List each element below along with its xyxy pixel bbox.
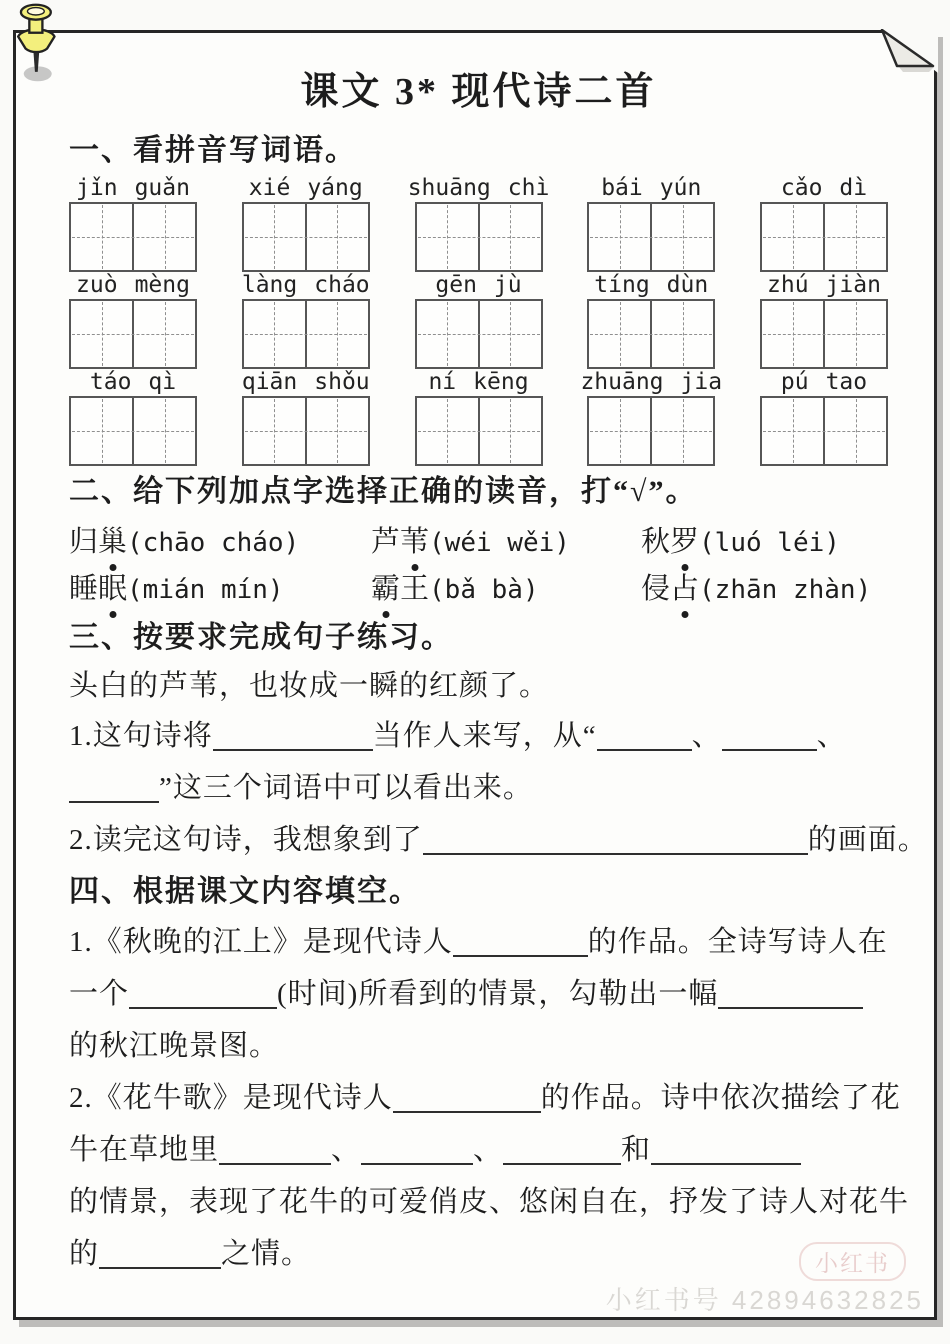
pinyin-writing-group — [69, 175, 197, 272]
pinyin-label: jǐn guǎn — [76, 175, 190, 201]
writing-cell[interactable] — [134, 398, 195, 464]
question-line: 1.《秋晚的江上》是现代诗人 的作品。全诗写诗人在 — [69, 926, 888, 958]
writing-cell[interactable] — [762, 204, 825, 270]
pinyin-options[interactable]: (bǎ bà) — [429, 575, 539, 605]
pinyin-label: cǎo dì — [780, 175, 868, 201]
pinyin-label: zhú jiàn — [767, 272, 881, 298]
answer-blank[interactable] — [722, 741, 817, 751]
writing-grid[interactable] — [69, 202, 197, 272]
answer-blank[interactable] — [219, 1155, 331, 1165]
writing-grid[interactable] — [415, 396, 543, 466]
pinyin-writing-group — [760, 272, 888, 369]
pinyin-options[interactable]: (wéi wěi) — [429, 528, 570, 558]
writing-grid[interactable] — [760, 202, 888, 272]
question-line: 一个 (时间)所看到的情景，勾勒出一幅 — [69, 968, 888, 1020]
section-3-heading: 三、按要求完成句子练习。 — [69, 621, 453, 654]
answer-blank[interactable] — [69, 793, 159, 803]
writing-grid[interactable] — [415, 299, 543, 369]
worksheet-page — [13, 30, 937, 1320]
pinyin-label: zuò mèng — [76, 272, 190, 298]
writing-cell[interactable] — [307, 301, 368, 367]
dotted-character: 罗 — [670, 520, 699, 564]
writing-cell[interactable] — [244, 398, 307, 464]
pinyin-label: xié yáng — [248, 175, 363, 201]
pronunciation-item[interactable]: 睡眠(mián mín) — [69, 567, 371, 612]
writing-cell[interactable] — [307, 204, 368, 270]
writing-cell[interactable] — [762, 301, 825, 367]
writing-cell[interactable] — [589, 204, 652, 270]
writing-cell[interactable] — [825, 204, 886, 270]
writing-cell[interactable] — [244, 204, 307, 270]
writing-grid[interactable] — [760, 299, 888, 369]
pinyin-writing-group — [242, 175, 370, 272]
pinyin-writing-group — [760, 369, 888, 466]
question-line: 2.《花牛歌》是现代诗人 的作品。诗中依次描绘了花 — [69, 1082, 901, 1114]
pronunciation-item[interactable]: 芦苇(wéi wěi) — [371, 520, 641, 565]
dotted-character: 巢 — [98, 520, 127, 564]
writing-cell[interactable] — [134, 301, 195, 367]
pinyin-writing-group — [407, 175, 550, 272]
answer-blank[interactable] — [393, 1103, 541, 1113]
writing-cell[interactable] — [480, 301, 541, 367]
writing-cell[interactable] — [71, 204, 134, 270]
writing-cell[interactable] — [417, 301, 480, 367]
writing-grid[interactable] — [760, 396, 888, 466]
pinyin-writing-group — [242, 369, 370, 466]
pinyin-label: zhuāng jia — [580, 369, 723, 395]
pinyin-label: pú tao — [780, 369, 868, 395]
writing-cell[interactable] — [134, 204, 195, 270]
answer-blank[interactable] — [718, 999, 863, 1009]
pinyin-label: tíng dùn — [594, 272, 709, 298]
pinyin-label: qiān shǒu — [241, 369, 370, 395]
question-line: ”这三个词语中可以看出来。 — [69, 762, 888, 814]
writing-grid[interactable] — [415, 202, 543, 272]
pinyin-label: làng cháo — [241, 272, 370, 298]
answer-blank[interactable] — [503, 1155, 621, 1165]
writing-cell[interactable] — [480, 398, 541, 464]
pinyin-row-2 — [69, 272, 888, 369]
writing-cell[interactable] — [417, 398, 480, 464]
writing-grid[interactable] — [242, 202, 370, 272]
writing-cell[interactable] — [825, 398, 886, 464]
dotted-character: 眠 — [98, 567, 127, 611]
writing-cell[interactable] — [652, 301, 713, 367]
pronunciation-item[interactable]: 归巢(chāo cháo) — [69, 520, 371, 565]
question-line: 牛在草地里 、 、 和 — [69, 1124, 888, 1176]
folded-corner-icon — [878, 29, 938, 73]
question-line: 的秋江晚景图。 — [69, 1030, 280, 1062]
watermark-id: 小红书号 42894632825 — [605, 1285, 924, 1315]
writing-cell[interactable] — [825, 301, 886, 367]
pinyin-label: shuāng chì — [407, 175, 550, 201]
pinyin-writing-group — [415, 272, 543, 369]
pinyin-options[interactable]: (mián mín) — [127, 575, 284, 605]
question-line: 的 之情。 — [69, 1238, 312, 1270]
pronunciation-item[interactable]: 秋罗(luó léi) — [641, 520, 888, 565]
worksheet-content — [16, 33, 934, 1280]
pushpin-icon — [6, 0, 62, 86]
poem-sentence: 头白的芦苇，也妆成一瞬的红颜了。 — [69, 670, 550, 702]
question-line: 的情景，表现了花牛的可爱俏皮、悠闲自在，抒发了诗人对花牛 — [69, 1186, 910, 1218]
section-4-heading: 四、根据课文内容填空。 — [69, 875, 421, 908]
page-title: 课文 3* 现代诗二首 — [300, 71, 657, 113]
dotted-character: 苇 — [400, 520, 429, 564]
writing-grid[interactable] — [587, 299, 715, 369]
pronunciation-grid — [69, 520, 888, 612]
pinyin-writing-group — [69, 369, 197, 466]
pinyin-row-3 — [69, 369, 888, 466]
pronunciation-item[interactable]: 霸王(bǎ bà) — [371, 567, 641, 612]
answer-blank[interactable] — [129, 999, 277, 1009]
pinyin-options[interactable]: (chāo cháo) — [127, 528, 300, 558]
pinyin-writing-group — [69, 272, 197, 369]
writing-grid[interactable] — [242, 299, 370, 369]
writing-cell[interactable] — [652, 398, 713, 464]
section-2-heading: 二、给下列加点字选择正确的读音，打“√”。 — [69, 475, 698, 508]
pinyin-label: ní kēng — [428, 369, 529, 395]
answer-blank[interactable] — [597, 741, 692, 751]
dotted-character: 霸 — [371, 567, 400, 611]
writing-cell[interactable] — [71, 398, 134, 464]
writing-cell[interactable] — [652, 204, 713, 270]
answer-blank[interactable] — [423, 845, 808, 855]
writing-cell[interactable] — [589, 301, 652, 367]
pinyin-writing-group — [760, 175, 888, 272]
pinyin-writing-group — [580, 369, 723, 466]
writing-cell[interactable] — [589, 398, 652, 464]
pinyin-writing-group — [415, 369, 543, 466]
question-line: 1.这句诗将 当作人来写，从“ 、 、 — [69, 720, 847, 752]
pinyin-writing-group — [587, 272, 715, 369]
writing-grid[interactable] — [69, 299, 197, 369]
writing-grid[interactable] — [242, 396, 370, 466]
writing-cell[interactable] — [417, 204, 480, 270]
answer-blank[interactable] — [213, 741, 373, 751]
writing-grid[interactable] — [69, 396, 197, 466]
writing-grid[interactable] — [587, 396, 715, 466]
pinyin-label: táo qì — [89, 369, 177, 395]
pinyin-writing-group — [587, 175, 715, 272]
answer-blank[interactable] — [453, 947, 588, 957]
question-line: 2.读完这句诗，我想象到了 的画面。 — [69, 824, 928, 856]
writing-cell[interactable] — [307, 398, 368, 464]
dotted-character: 占 — [670, 567, 699, 611]
writing-grid[interactable] — [587, 202, 715, 272]
pinyin-row-1 — [69, 175, 888, 272]
section-1-heading: 一、看拼音写词语。 — [69, 134, 357, 167]
writing-cell[interactable] — [71, 301, 134, 367]
pinyin-label: bái yún — [601, 175, 702, 201]
answer-blank[interactable] — [651, 1155, 801, 1165]
answer-blank[interactable] — [99, 1259, 221, 1269]
pinyin-label: gēn jù — [435, 272, 522, 298]
watermark-badge: 小红书 — [799, 1242, 906, 1281]
writing-cell[interactable] — [244, 301, 307, 367]
pronunciation-item[interactable]: 侵占(zhān zhàn) — [641, 567, 888, 612]
pinyin-writing-group — [242, 272, 370, 369]
writing-cell[interactable] — [480, 204, 541, 270]
writing-cell[interactable] — [762, 398, 825, 464]
answer-blank[interactable] — [361, 1155, 473, 1165]
pinyin-options[interactable]: (zhān zhàn) — [699, 575, 872, 605]
pinyin-options[interactable]: (luó léi) — [699, 528, 840, 558]
